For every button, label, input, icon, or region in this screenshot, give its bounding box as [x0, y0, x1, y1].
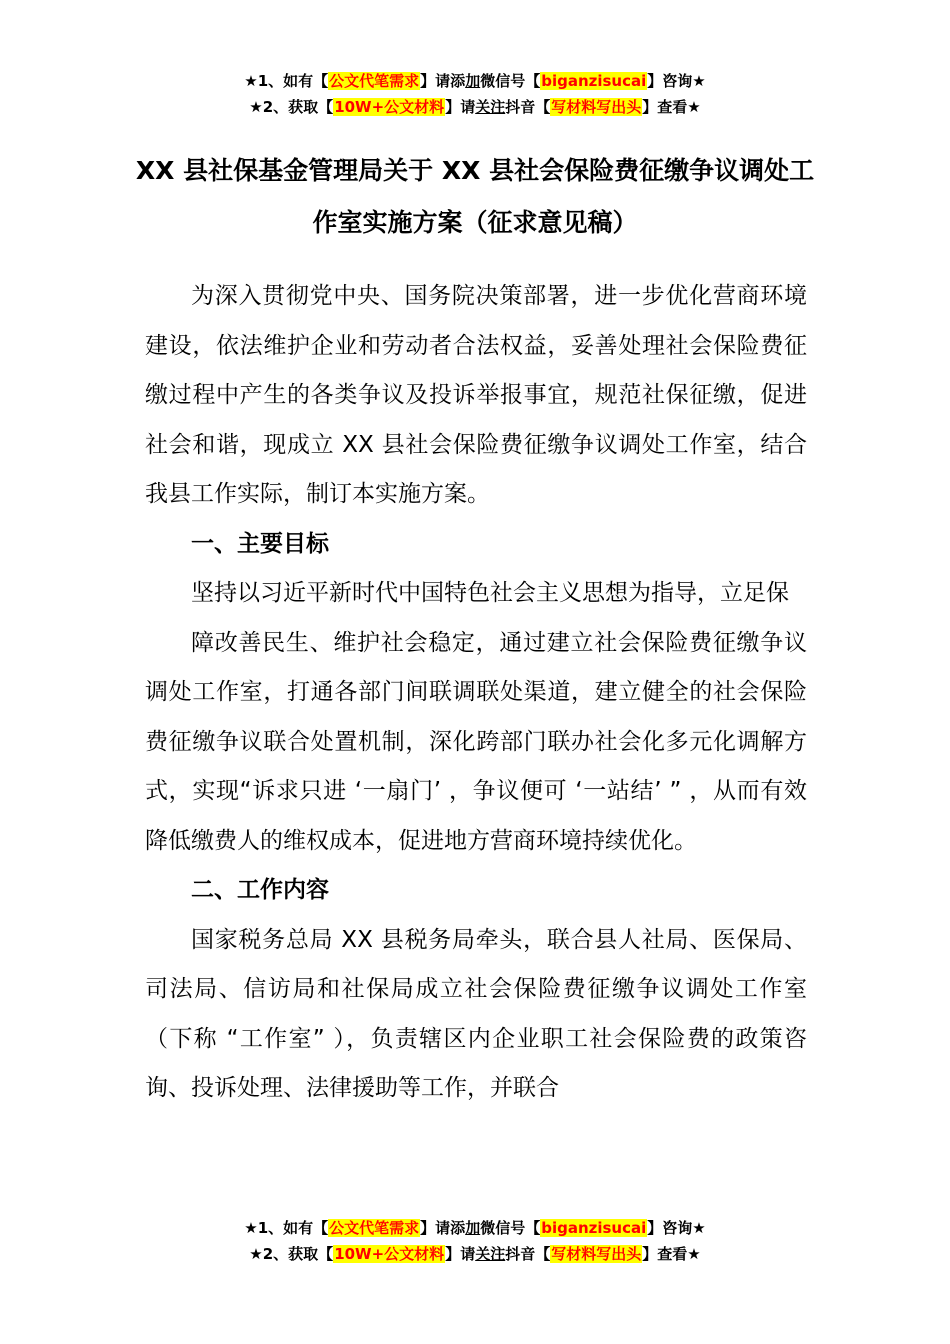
document-title: XX 县社保基金管理局关于 XX 县社会保险费征缴争议调处工作室实施方案（征求意见稿）: [135, 156, 815, 237]
goals-paragraph-b: 障改善民生、维护社会稳定，通过建立社会保险费征缴争议调处工作室，打通各部门间联调联处渠道，建立健全的社会保险费征缴争议联合处置机制，深化跨部门联办社会化多元化调解方式，实现“诉求只进 ‘一扇门’ ，争议便可 ‘一站结’ ” ，从而有效降低缴费人的维权成本，促进地方营商环境持续优化。: [145, 629, 807, 854]
banner-line-2: [0, 1241, 950, 1267]
banner-text: 微信号【: [480, 1219, 541, 1237]
banner-underline: 关注: [475, 1245, 506, 1263]
banner-highlight: 写材料写出头: [551, 98, 642, 116]
banner-highlight: 写材料写出头: [551, 1245, 642, 1263]
document-body: [145, 272, 807, 1114]
banner-text: 】咨询★: [647, 1219, 706, 1237]
banner-line-2: [0, 94, 950, 120]
intro-paragraph: 为深入贯彻党中央、国务院决策部署，进一步优化营商环境建设，依法维护企业和劳动者合法权益，妥善处理社会保险费征缴过程中产生的各类争议及投诉举报事宜，规范社保征缴，促进社会和谐，现成立 XX 县社会保险费征缴争议调处工作室，结合我县工作实际，制订本实施方案。: [145, 283, 807, 507]
banner-highlight: 10W+公文材料: [334, 98, 445, 116]
banner-highlight: 10W+公文材料: [334, 1245, 445, 1263]
banner-text: 】请添: [420, 1219, 466, 1237]
section-heading-content: 二、工作内容: [191, 877, 329, 903]
banner-line-1: [0, 1215, 950, 1241]
banner-highlight: biganzisucai: [541, 1219, 647, 1237]
banner-text: 微信号【: [480, 72, 541, 90]
banner-text: ★1、如有【: [244, 1219, 329, 1237]
banner-underline: 加: [465, 72, 481, 90]
header-banner: [0, 68, 950, 120]
goals-paragraph-a: 坚持以习近平新时代中国特色社会主义思想为指导，立足保: [191, 580, 789, 606]
banner-text: 】查看★: [642, 1245, 701, 1263]
banner-text: ★2、获取【: [249, 1245, 334, 1263]
banner-text: 】查看★: [642, 98, 701, 116]
banner-highlight: biganzisucai: [541, 72, 647, 90]
banner-underline: 关注: [475, 98, 506, 116]
banner-text: 】咨询★: [647, 72, 706, 90]
banner-text: 】请添: [420, 72, 466, 90]
banner-text: 】请: [445, 98, 476, 116]
banner-highlight: 公文代笔需求: [329, 72, 420, 90]
content-paragraph: 国家税务总局 XX 县税务局牵头，联合县人社局、医保局、司法局、信访局和社保局成立社会保险费征缴争议调处工作室（下称 “工作室” ），负责辖区内企业职工社会保险费的政策咨询、投诉处理、法律援助等工作，并联合: [145, 926, 807, 1101]
banner-underline: 加: [465, 1219, 481, 1237]
banner-text: 】请: [445, 1245, 476, 1263]
banner-highlight: 公文代笔需求: [329, 1219, 420, 1237]
banner-text: ★2、获取【: [249, 98, 334, 116]
banner-line-1: [0, 68, 950, 94]
banner-text: 抖音【: [505, 98, 551, 116]
section-heading-goals: 一、主要目标: [191, 530, 329, 557]
banner-text: ★1、如有【: [244, 72, 329, 90]
footer-banner: [0, 1215, 950, 1267]
banner-text: 抖音【: [505, 1245, 551, 1263]
